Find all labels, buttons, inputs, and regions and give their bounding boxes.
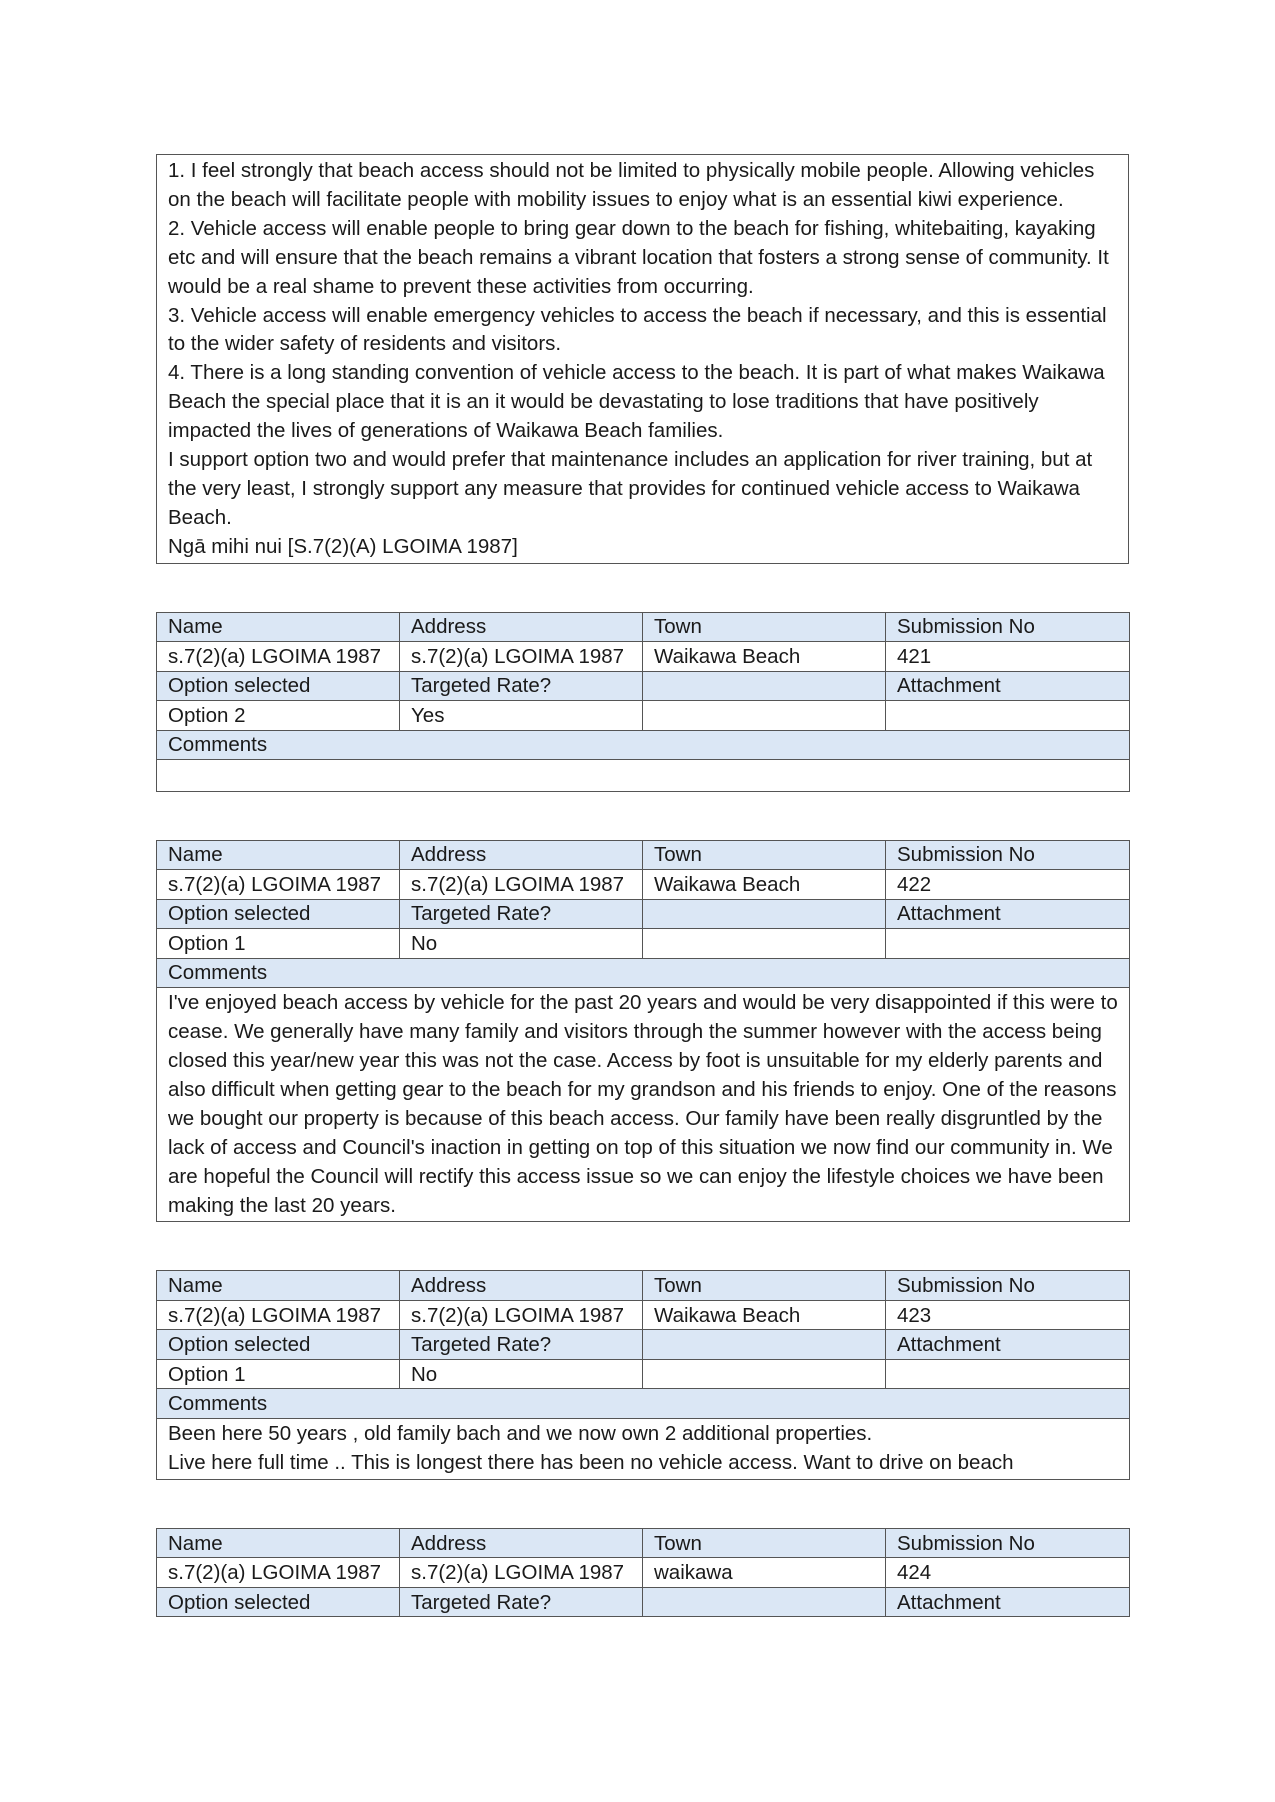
address-value: s.7(2)(a) LGOIMA 1987 xyxy=(400,642,643,672)
table-row xyxy=(157,988,1130,1222)
targeted-rate-value: Yes xyxy=(400,701,643,731)
attachment-label: Attachment xyxy=(886,1587,1130,1617)
document-page xyxy=(156,154,1129,1617)
table-row xyxy=(157,671,1130,701)
submission-no-value: 423 xyxy=(886,1300,1130,1330)
submission-no-value: 424 xyxy=(886,1558,1130,1588)
targeted-rate-value: No xyxy=(400,1359,643,1389)
submission-table-422 xyxy=(156,840,1130,1223)
table-row xyxy=(157,929,1130,959)
table-row xyxy=(157,730,1130,760)
table-row xyxy=(157,642,1130,672)
option-value: Option 1 xyxy=(157,1359,400,1389)
name-value: s.7(2)(a) LGOIMA 1987 xyxy=(157,1300,400,1330)
comment-line: I've enjoyed beach access by vehicle for the past 20 years and would be very disappointed if this were to cease. We generally have many family and visitors through the summer however with the access being closed this year/new year this was not the case. Access by foot is unsuitable for my elderly parents and also difficult when getting gear to the beach for my grandson and his friends to enjoy. One of the reasons we bought our property is because of this beach access. Our family have been really disgruntled by the lack of access and Council's inaction in getting on top of this situation we now find our community in. We are hopeful the Council will rectify this access issue so we can enjoy the lifestyle choices we have been making the last 20 years. xyxy=(168,991,1118,1217)
table-row xyxy=(157,958,1130,988)
targeted-rate-value: No xyxy=(400,929,643,959)
comment-paragraph: 2. Vehicle access will enable people to bring gear down to the beach for fishing, whitebaiting, kayaking etc and will ensure that the beach remains a vibrant location that fosters a strong sense of community. It would be a real shame to prevent these activities from occurring. xyxy=(168,216,1109,298)
town-label: Town xyxy=(643,840,886,870)
submission-no-value: 421 xyxy=(886,642,1130,672)
table-row xyxy=(157,701,1130,731)
submission-no-label: Submission No xyxy=(886,1528,1130,1558)
attachment-label: Attachment xyxy=(886,1330,1130,1360)
table-row xyxy=(157,1418,1130,1479)
option-selected-label: Option selected xyxy=(157,899,400,929)
attachment-value xyxy=(886,701,1130,731)
empty-cell xyxy=(643,671,886,701)
name-value: s.7(2)(a) LGOIMA 1987 xyxy=(157,1558,400,1588)
attachment-label: Attachment xyxy=(886,899,1130,929)
comments-value xyxy=(157,988,1130,1222)
name-label: Name xyxy=(157,1271,400,1301)
table-row xyxy=(157,840,1130,870)
submission-no-label: Submission No xyxy=(886,840,1130,870)
attachment-value xyxy=(886,1359,1130,1389)
option-selected-label: Option selected xyxy=(157,671,400,701)
table-row xyxy=(157,612,1130,642)
table-row xyxy=(157,1330,1130,1360)
name-label: Name xyxy=(157,612,400,642)
town-value: Waikawa Beach xyxy=(643,870,886,900)
town-value: waikawa xyxy=(643,1558,886,1588)
option-value: Option 1 xyxy=(157,929,400,959)
table-row xyxy=(157,1271,1130,1301)
comment-paragraph: I support option two and would prefer that maintenance includes an application for river training, but at the very least, I strongly support any measure that provides for continued vehicle access to Waikawa Beach. xyxy=(168,448,1093,529)
comments-label: Comments xyxy=(157,1389,1130,1419)
empty-cell xyxy=(643,1587,886,1617)
name-value: s.7(2)(a) LGOIMA 1987 xyxy=(157,870,400,900)
comments-value xyxy=(157,760,1130,792)
table-row xyxy=(157,1300,1130,1330)
attachment-label: Attachment xyxy=(886,671,1130,701)
submission-no-label: Submission No xyxy=(886,612,1130,642)
submission-no-value: 422 xyxy=(886,870,1130,900)
town-value: Waikawa Beach xyxy=(643,642,886,672)
targeted-rate-label: Targeted Rate? xyxy=(400,899,643,929)
empty-cell xyxy=(643,701,886,731)
empty-cell xyxy=(643,1359,886,1389)
submission-table-423 xyxy=(156,1270,1130,1479)
empty-cell xyxy=(643,899,886,929)
comment-paragraph: Ngā mihi nui [S.7(2)(A) LGOIMA 1987] xyxy=(168,534,518,558)
empty-cell xyxy=(643,929,886,959)
name-label: Name xyxy=(157,840,400,870)
option-selected-label: Option selected xyxy=(157,1587,400,1617)
town-value: Waikawa Beach xyxy=(643,1300,886,1330)
table-row xyxy=(157,1587,1130,1617)
table-row xyxy=(157,1528,1130,1558)
targeted-rate-label: Targeted Rate? xyxy=(400,1587,643,1617)
table-row xyxy=(157,1389,1130,1419)
address-label: Address xyxy=(400,840,643,870)
targeted-rate-label: Targeted Rate? xyxy=(400,1330,643,1360)
comment-line: Live here full time .. This is longest there has been no vehicle access. Want to drive on beach xyxy=(168,1450,1014,1474)
comments-label: Comments xyxy=(157,958,1130,988)
address-label: Address xyxy=(400,612,643,642)
name-value: s.7(2)(a) LGOIMA 1987 xyxy=(157,642,400,672)
name-label: Name xyxy=(157,1528,400,1558)
table-row xyxy=(157,760,1130,792)
comment-line: Been here 50 years , old family bach and we now own 2 additional properties. xyxy=(168,1421,873,1445)
town-label: Town xyxy=(643,612,886,642)
comments-label: Comments xyxy=(157,730,1130,760)
address-value: s.7(2)(a) LGOIMA 1987 xyxy=(400,1300,643,1330)
submission-no-label: Submission No xyxy=(886,1271,1130,1301)
town-label: Town xyxy=(643,1271,886,1301)
table-row xyxy=(157,870,1130,900)
comments-value xyxy=(157,1418,1130,1479)
empty-cell xyxy=(643,1330,886,1360)
comment-paragraph: 4. There is a long standing convention of vehicle access to the beach. It is part of what makes Waikawa Beach the special place that it is an it would be devastating to lose traditions that have positively impacted the lives of generations of Waikawa Beach families. xyxy=(168,361,1105,443)
option-value: Option 2 xyxy=(157,701,400,731)
address-value: s.7(2)(a) LGOIMA 1987 xyxy=(400,870,643,900)
table-row xyxy=(157,1359,1130,1389)
submission-table-424 xyxy=(156,1528,1130,1618)
address-label: Address xyxy=(400,1271,643,1301)
targeted-rate-label: Targeted Rate? xyxy=(400,671,643,701)
submission-table-421 xyxy=(156,612,1130,792)
address-label: Address xyxy=(400,1528,643,1558)
address-value: s.7(2)(a) LGOIMA 1987 xyxy=(400,1558,643,1588)
town-label: Town xyxy=(643,1528,886,1558)
comment-paragraph: 1. I feel strongly that beach access should not be limited to physically mobile people. Allowing vehicles on the beach will facilitate people with mobility issues to enjoy what is an essential kiwi experience. xyxy=(168,159,1095,211)
table-row xyxy=(157,899,1130,929)
previous-submission-comment xyxy=(156,154,1129,564)
table-row xyxy=(157,1558,1130,1588)
option-selected-label: Option selected xyxy=(157,1330,400,1360)
attachment-value xyxy=(886,929,1130,959)
comment-paragraph: 3. Vehicle access will enable emergency vehicles to access the beach if necessary, and this is essential to the wider safety of residents and visitors. xyxy=(168,303,1107,356)
